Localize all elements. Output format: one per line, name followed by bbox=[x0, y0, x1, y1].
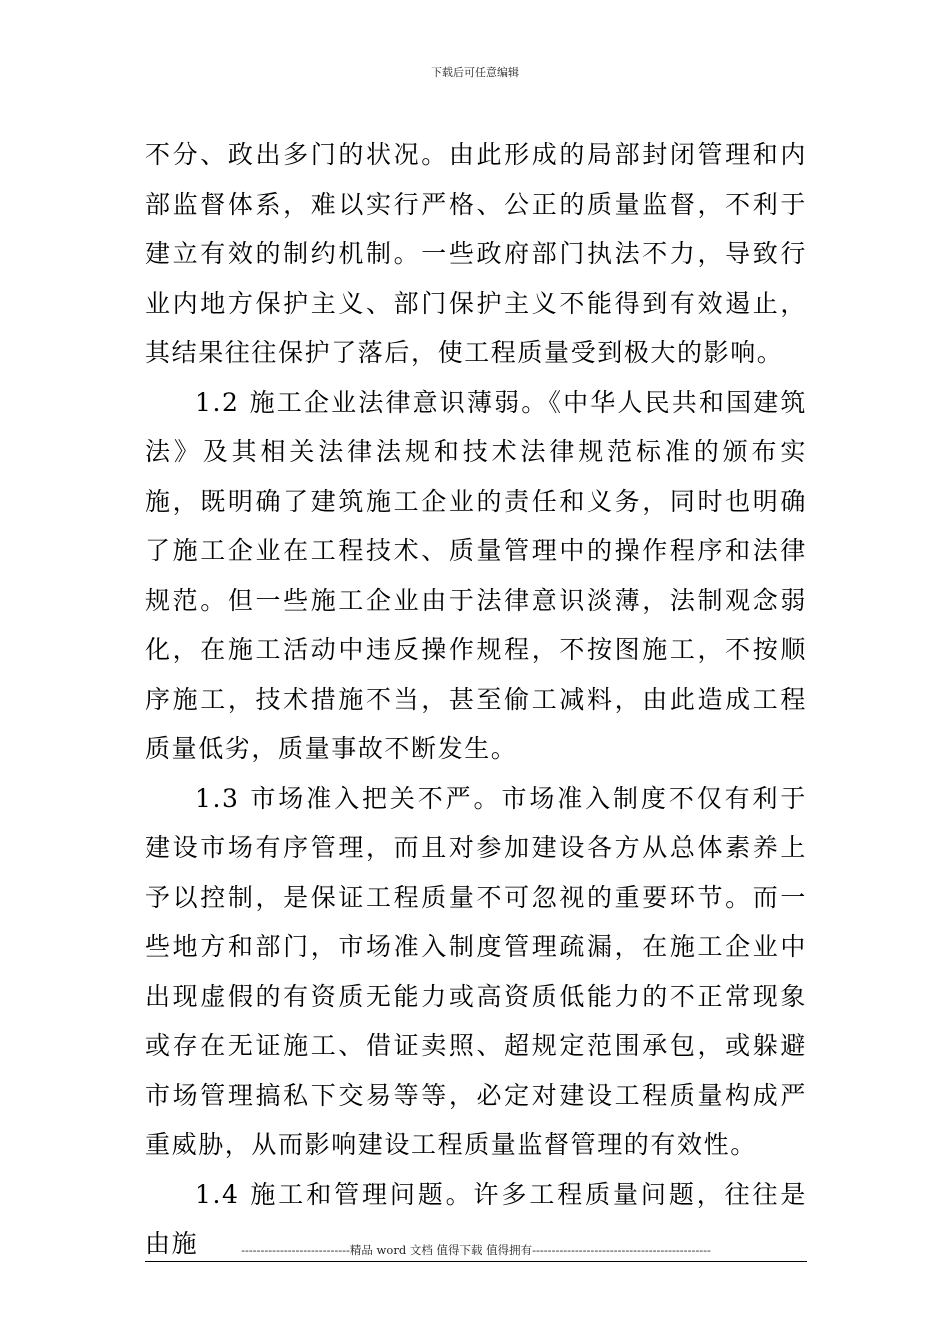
page-footer: ----------------------------精品 word 文档 值得下载 值得拥有---------------------------------------------- bbox=[241, 1243, 711, 1257]
paragraph-continuation: 不分、政出多门的状况。由此形成的局部封闭管理和内部监督体系，难以实行严格、公正的质量监督，不利于建立有效的制约机制。一些政府部门执法不力，导致行业内地方保护主义、部门保护主义不能得到有效遏止，其结果往往保护了落后，使工程质量受到极大的影响。 bbox=[145, 140, 807, 367]
document-body bbox=[145, 130, 807, 1269]
footer-divider bbox=[145, 1261, 807, 1262]
paragraph-1-3: 1.3 市场准入把关不严。市场准入制度不仅有利于建设市场有序管理，而且对参加建设各方从总体素养上予以控制，是保证工程质量不可忽视的重要环节。而一些地方和部门，市场准入制度管理疏漏，在施工企业中出现虚假的有资质无能力或高资质低能力的不正常现象或存在无证施工、借证卖照、超规定范围承包，或躲避市场管理搞私下交易等等，必定对建设工程质量构成严重威胁，从而影响建设工程质量监督管理的有效性。 bbox=[145, 783, 807, 1159]
paragraph-1-2: 1.2 施工企业法律意识薄弱。《中华人民共和国建筑法》及其相关法律法规和技术法律规范标准的颁布实施，既明确了建筑施工企业的责任和义务，同时也明确了施工企业在工程技术、质量管理中的操作程序和法律规范。但一些施工企业由于法律意识淡薄，法制观念弱化，在施工活动中违反操作规程，不按图施工，不按顺序施工，技术措施不当，甚至偷工减料，由此造成工程质量低劣，质量事故不断发生。 bbox=[145, 387, 807, 763]
page-header: 下载后可任意编辑 bbox=[431, 66, 519, 79]
paragraph-1-4: 1.4 施工和管理问题。许多工程质量问题，往往是由施 bbox=[145, 1179, 807, 1258]
